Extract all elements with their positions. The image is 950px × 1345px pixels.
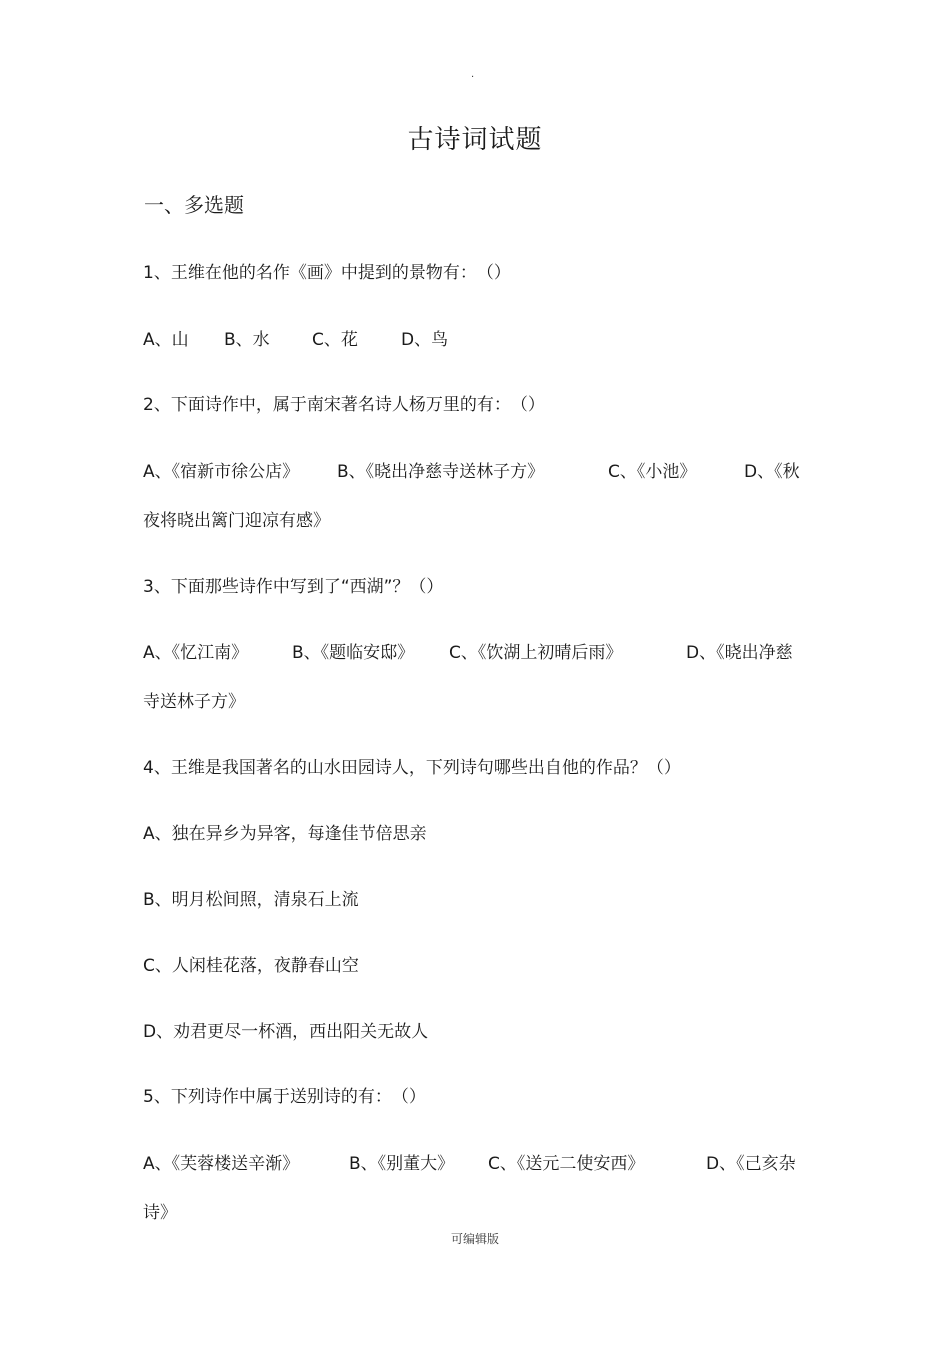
page-title: 古诗词试题 bbox=[407, 125, 543, 155]
q2-option-b: B、《晓出净慈寺送林子方》 bbox=[337, 462, 545, 482]
question-4: 4、王维是我国著名的山水田园诗人，下列诗句哪些出自他的作品？（） bbox=[143, 758, 681, 778]
q5-option-a: A、《芙蓉楼送辛渐》 bbox=[143, 1154, 300, 1174]
question-2: 2、下面诗作中，属于南宋著名诗人杨万里的有： （） bbox=[143, 395, 545, 415]
q5-option-b: B、《别董大》 bbox=[349, 1154, 455, 1174]
q2-option-d-continued: 夜将晓出篱门迎凉有感》 bbox=[143, 511, 330, 531]
q1-option-d: D、鸟 bbox=[401, 330, 449, 350]
q4-option-a: A、独在异乡为异客，每逢佳节倍思亲 bbox=[143, 824, 427, 844]
q3-option-d: D、《晓出净慈 bbox=[686, 643, 793, 663]
q3-option-c: C、《饮湖上初晴后雨》 bbox=[449, 643, 623, 663]
question-3: 3、下面那些诗作中写到了“西湖”？（） bbox=[143, 577, 444, 597]
q1-option-c: C、花 bbox=[312, 330, 358, 350]
q1-option-b: B、水 bbox=[224, 330, 270, 350]
q3-option-a: A、《忆江南》 bbox=[143, 643, 249, 663]
q4-option-b: B、明月松间照，清泉石上流 bbox=[143, 890, 359, 910]
q5-option-d-continued: 诗》 bbox=[143, 1203, 177, 1223]
section-heading: 一、多选题 bbox=[144, 193, 244, 217]
q2-option-d: D、《秋 bbox=[744, 462, 800, 482]
q5-option-c: C、《送元二使安西》 bbox=[488, 1154, 645, 1174]
q2-option-c: C、《小池》 bbox=[608, 462, 697, 482]
q2-option-a: A、《宿新市徐公店》 bbox=[143, 462, 300, 482]
q1-option-a: A、山 bbox=[143, 330, 189, 350]
q4-option-c: C、人闲桂花落，夜静春山空 bbox=[143, 956, 359, 976]
q5-option-d: D、《己亥杂 bbox=[706, 1154, 796, 1174]
page-footer: 可编辑版 bbox=[450, 1232, 499, 1246]
q3-option-b: B、《题临安邸》 bbox=[292, 643, 415, 663]
question-1: 1、王维在他的名作《画》中提到的景物有： （） bbox=[143, 263, 511, 283]
question-5: 5、下列诗作中属于送别诗的有： （） bbox=[143, 1087, 426, 1107]
header-mark: . bbox=[471, 69, 475, 80]
q4-option-d: D、劝君更尽一杯酒，西出阳关无故人 bbox=[143, 1022, 429, 1042]
q3-option-d-continued: 寺送林子方》 bbox=[143, 692, 245, 712]
